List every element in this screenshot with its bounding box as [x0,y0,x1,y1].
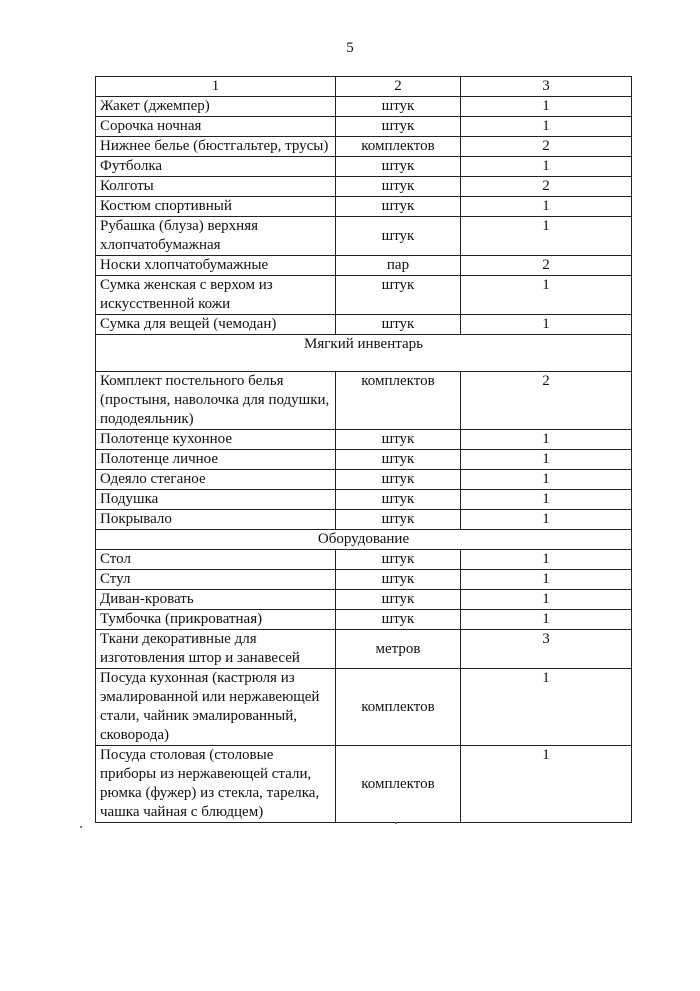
item-name: Полотенце кухонное [96,430,336,450]
item-qty: 1 [461,669,632,746]
scan-speck [395,822,397,824]
item-qty: 1 [461,470,632,490]
item-qty: 1 [461,746,632,823]
item-qty: 2 [461,256,632,276]
item-unit: штук [336,430,461,450]
table-row [96,276,632,315]
item-unit: штук [336,490,461,510]
item-unit: штук [336,590,461,610]
table-row [96,470,632,490]
item-qty: 1 [461,550,632,570]
item-name: Рубашка (блуза) верхняя хлопчатобумажная [96,217,336,256]
item-unit: штук [336,510,461,530]
item-qty: 1 [461,97,632,117]
item-name: Посуда кухонная (кастрюля из эмалированной или нержавеющей стали, чайник эмалированный, сковорода) [96,669,336,746]
item-name: Костюм спортивный [96,197,336,217]
item-name: Стул [96,570,336,590]
section-title-equipment: Оборудование [96,530,632,550]
section-row-soft-inventory [96,335,632,372]
item-name: Футболка [96,157,336,177]
item-name: Посуда столовая (столовые приборы из нержавеющей стали, рюмка (фужер) из стекла, тарелка, чашка чайная с блюдцем) [96,746,336,823]
table-row [96,746,632,823]
item-unit: штук [336,117,461,137]
item-qty: 1 [461,315,632,335]
table-row [96,450,632,470]
scan-speck [80,826,82,828]
item-unit: штук [336,177,461,197]
item-qty: 1 [461,276,632,315]
table-row [96,630,632,669]
section-title-soft-inventory: Мягкий инвентарь [96,335,632,372]
item-name: Стол [96,550,336,570]
table-row [96,197,632,217]
item-name: Жакет (джемпер) [96,97,336,117]
item-qty: 2 [461,177,632,197]
item-name: Сумка женская с верхом из искусственной кожи [96,276,336,315]
column-header-3: 3 [461,77,632,97]
item-qty: 3 [461,630,632,669]
item-qty: 1 [461,450,632,470]
column-header-2: 2 [336,77,461,97]
item-unit: комплектов [336,746,461,823]
table-row [96,590,632,610]
item-qty: 1 [461,157,632,177]
item-qty: 1 [461,197,632,217]
table-row [96,510,632,530]
table-row [96,137,632,157]
item-unit: комплектов [336,137,461,157]
table-row [96,550,632,570]
item-unit: штук [336,450,461,470]
item-qty: 1 [461,610,632,630]
item-name: Диван-кровать [96,590,336,610]
table-header-row [96,77,632,97]
items-table [95,76,632,823]
item-qty: 2 [461,372,632,430]
item-unit: штук [336,570,461,590]
table-row [96,430,632,450]
item-name: Покрывало [96,510,336,530]
table-row [96,177,632,197]
item-qty: 1 [461,590,632,610]
table-row [96,97,632,117]
item-qty: 1 [461,490,632,510]
item-unit: штук [336,550,461,570]
item-name: Подушка [96,490,336,510]
item-qty: 1 [461,117,632,137]
table-row [96,256,632,276]
item-unit: штук [336,315,461,335]
item-unit: комплектов [336,372,461,430]
column-header-1: 1 [96,77,336,97]
page-number: 5 [346,40,354,56]
table-row [96,157,632,177]
item-name: Полотенце личное [96,450,336,470]
item-name: Одеяло стеганое [96,470,336,490]
table-row [96,117,632,137]
table-row [96,490,632,510]
item-unit: штук [336,276,461,315]
section-row-equipment [96,530,632,550]
item-name: Носки хлопчатобумажные [96,256,336,276]
item-qty: 2 [461,137,632,157]
item-unit: штук [336,610,461,630]
table-row [96,217,632,256]
item-name: Нижнее белье (бюстгальтер, трусы) [96,137,336,157]
item-name: Колготы [96,177,336,197]
item-qty: 1 [461,430,632,450]
item-unit: пар [336,256,461,276]
item-name: Ткани декоративные для изготовления штор и занавесей [96,630,336,669]
item-unit: штук [336,217,461,256]
item-name: Комплект постельного белья (простыня, наволочка для подушки, пододеяльник) [96,372,336,430]
item-name: Сумка для вещей (чемодан) [96,315,336,335]
item-unit: штук [336,470,461,490]
table-row [96,372,632,430]
item-unit: метров [336,630,461,669]
table-row [96,315,632,335]
item-qty: 1 [461,570,632,590]
item-unit: штук [336,197,461,217]
table-row [96,570,632,590]
item-name: Тумбочка (прикроватная) [96,610,336,630]
item-name: Сорочка ночная [96,117,336,137]
item-qty: 1 [461,510,632,530]
item-unit: штук [336,97,461,117]
table-row [96,610,632,630]
item-qty: 1 [461,217,632,256]
table-row [96,669,632,746]
item-unit: штук [336,157,461,177]
item-unit: комплектов [336,669,461,746]
